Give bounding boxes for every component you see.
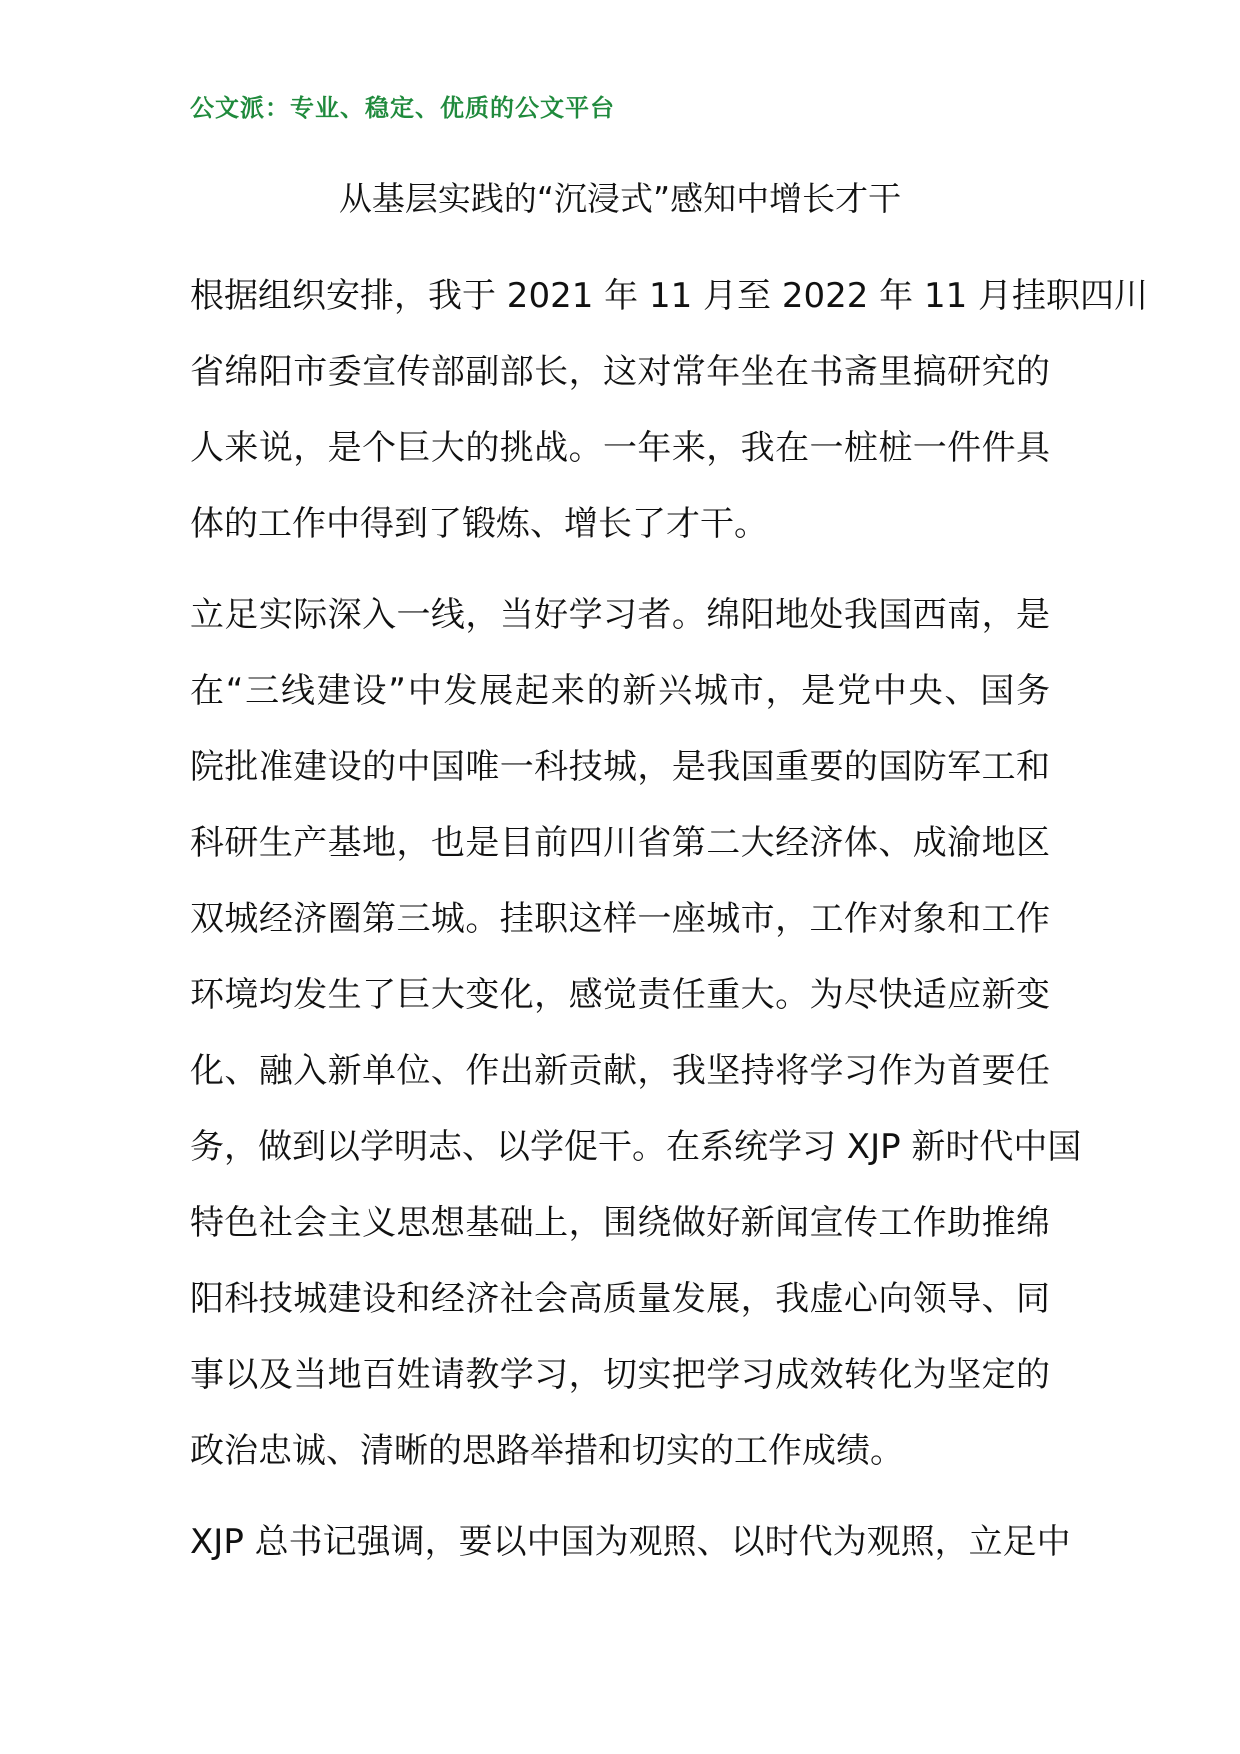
document-body [190, 258, 1149, 1595]
text-line: 科研生产基地，也是目前四川省第二大经济体、成渝地区 [190, 823, 1050, 863]
document-title: 从基层实践的“沉浸式”感知中增长才干 [338, 179, 902, 218]
text-line: 阳科技城建设和经济社会高质量发展，我虚心向领导、同 [190, 1279, 1050, 1319]
text-line: XJP 总书记强调，要以中国为观照、以时代为观照，立足中 [190, 1522, 1071, 1562]
text-line: 特色社会主义思想基础上，围绕做好新闻宣传工作助推绵 [190, 1203, 1050, 1243]
text-line: 务，做到以学明志、以学促干。在系统学习 XJP 新时代中国 [190, 1127, 1082, 1167]
text-line: 体的工作中得到了锻炼、增长了才干。 [190, 504, 768, 544]
paragraph-2 [190, 577, 1082, 1489]
text-line: 根据组织安排，我于 2021 年 11 月至 2022 年 11 月挂职四川 [190, 276, 1149, 316]
text-line: 双城经济圈第三城。挂职这样一座城市，工作对象和工作 [190, 899, 1050, 939]
paragraph-3 [190, 1504, 1071, 1580]
text-line: 政治忠诚、清晰的思路举措和切实的工作成绩。 [190, 1431, 904, 1471]
text-line: 事以及当地百姓请教学习，切实把学习成效转化为坚定的 [190, 1355, 1050, 1395]
text-line: 在“三线建设”中发展起来的新兴城市，是党中央、国务 [190, 671, 1050, 711]
text-line: 环境均发生了巨大变化，感觉责任重大。为尽快适应新变 [190, 975, 1050, 1015]
text-line: 立足实际深入一线，当好学习者。绵阳地处我国西南，是 [190, 595, 1050, 635]
text-line: 化、融入新单位、作出新贡献，我坚持将学习作为首要任 [190, 1051, 1050, 1091]
text-line: 省绵阳市委宣传部副部长，这对常年坐在书斋里搞研究的 [190, 352, 1050, 392]
text-line: 院批准建设的中国唯一科技城，是我国重要的国防军工和 [190, 747, 1050, 787]
header-tagline: 公文派：专业、稳定、优质的公文平台 [190, 94, 615, 122]
paragraph-1 [190, 258, 1149, 562]
text-line: 人来说，是个巨大的挑战。一年来，我在一桩桩一件件具 [190, 428, 1050, 468]
